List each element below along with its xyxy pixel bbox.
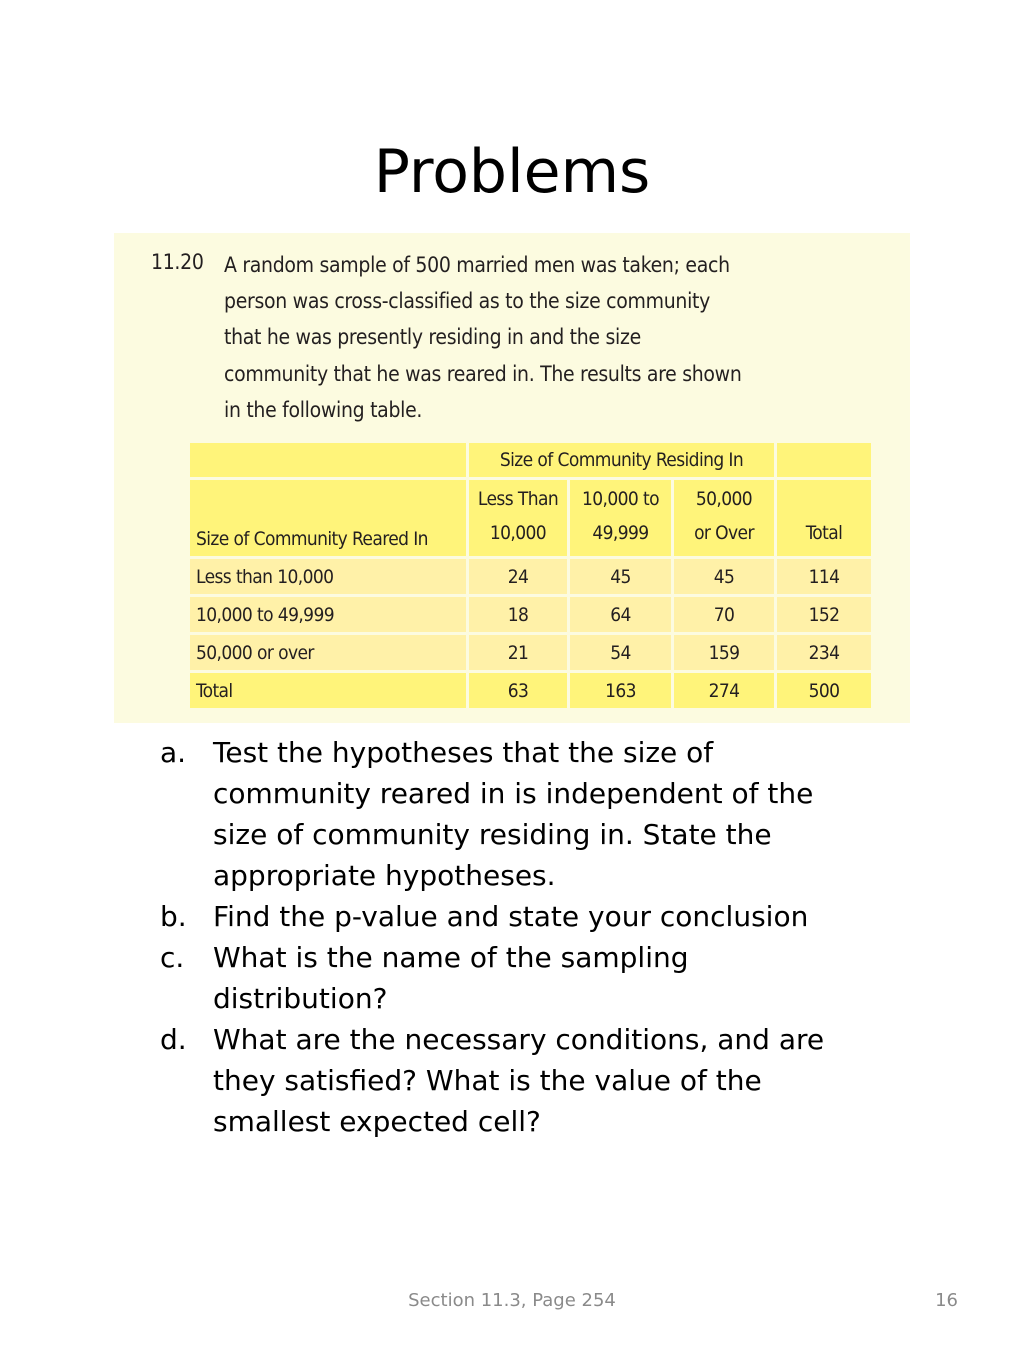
question-line: Find the p-value and state your conclusion (213, 900, 809, 933)
problem-number: 11.20 (151, 250, 204, 274)
table-row (190, 559, 874, 597)
table-cell: 24 (469, 559, 570, 597)
column-header-line: 49,999 (592, 522, 649, 544)
row-label: Less than 10,000 (190, 559, 469, 597)
question-marker: d. (160, 1023, 187, 1056)
problem-line: A random sample of 500 married men was taken; each (224, 253, 730, 277)
column-header-line: Less Than (477, 488, 559, 510)
table-cell: 45 (570, 559, 674, 597)
table-cell: 152 (777, 597, 874, 635)
footer-source: Section 11.3, Page 254 (408, 1290, 616, 1311)
table-cell: 163 (570, 673, 674, 711)
table-header-blank (777, 443, 874, 480)
table-row (190, 597, 874, 635)
question-item (160, 732, 860, 896)
contingency-table (190, 443, 874, 711)
problem-statement (224, 247, 874, 428)
table-cell: 54 (570, 635, 674, 673)
question-text (213, 732, 860, 896)
table-cell: 21 (469, 635, 570, 673)
table-group-header: Size of Community Residing In (469, 443, 777, 480)
problem-line: person was cross-classified as to the size community (224, 289, 711, 314)
table-total-row (190, 673, 874, 711)
table-cell: 274 (674, 673, 777, 711)
table-column-header-row (190, 480, 874, 559)
problem-line: that he was presently residing in and the size (224, 325, 641, 350)
question-item (160, 937, 860, 1019)
table-cell: 45 (674, 559, 777, 597)
question-marker: c. (160, 941, 185, 974)
question-marker: b. (160, 900, 187, 933)
row-label: 10,000 to 49,999 (190, 597, 469, 635)
column-header-line: 10,000 to (582, 488, 659, 510)
table-cell: 63 (469, 673, 570, 711)
question-line: smallest expected cell? (213, 1105, 541, 1138)
question-line: distribution? (213, 982, 388, 1015)
table-cell: 500 (777, 673, 874, 711)
question-line: community reared in is independent of the (213, 777, 814, 810)
question-line: What are the necessary conditions, and are (213, 1023, 825, 1056)
textbook-excerpt (114, 233, 910, 723)
row-label: 50,000 or over (190, 635, 469, 673)
question-list (160, 732, 860, 1142)
question-text (213, 1019, 860, 1142)
column-header-line: 50,000 (695, 488, 753, 510)
table-row-header: Size of Community Reared In (190, 480, 469, 559)
slide-title: Problems (373, 137, 651, 207)
column-header-line: 10,000 (489, 522, 547, 544)
question-text (213, 896, 860, 937)
table-cell: 234 (777, 635, 874, 673)
column-header-line: Total (805, 522, 843, 544)
table-cell: 114 (777, 559, 874, 597)
question-text (213, 937, 860, 1019)
table-cell: 64 (570, 597, 674, 635)
row-label: Total (190, 673, 469, 711)
table-column-header (469, 480, 570, 559)
question-line: What is the name of the sampling (213, 941, 689, 974)
question-marker: a. (160, 736, 187, 769)
table-cell: 70 (674, 597, 777, 635)
table-column-header (777, 480, 874, 559)
table-cell: 18 (469, 597, 570, 635)
page-number: 16 (935, 1290, 958, 1311)
table-column-header (674, 480, 777, 559)
question-item (160, 896, 860, 937)
table-row (190, 635, 874, 673)
question-line: appropriate hypotheses. (213, 859, 556, 892)
table-cell: 159 (674, 635, 777, 673)
question-item (160, 1019, 860, 1142)
problem-line: in the following table. (224, 397, 423, 422)
table-header-blank (190, 443, 469, 480)
question-line: Test the hypotheses that the size of (213, 736, 714, 769)
question-line: they satisfied? What is the value of the (213, 1064, 762, 1097)
table-column-header (570, 480, 674, 559)
question-line: size of community residing in. State the (213, 818, 772, 851)
problem-line: community that he was reared in. The results are shown (224, 361, 742, 386)
table-group-header-row (190, 443, 874, 480)
column-header-line: or Over (694, 522, 754, 544)
